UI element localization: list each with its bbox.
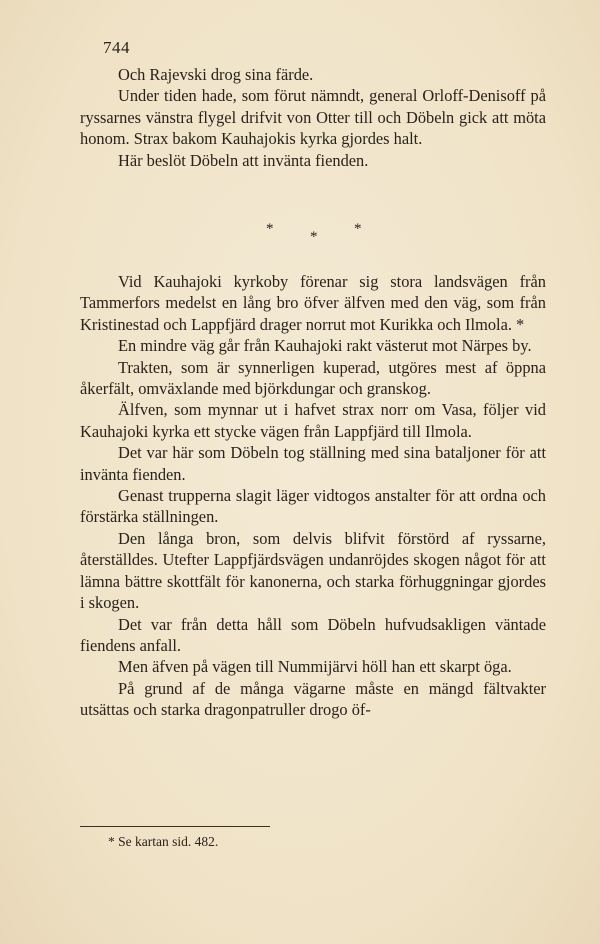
separator-star: * (310, 229, 318, 245)
paragraph: Men äfven på vägen till Nummijärvi höll han ett skarpt öga. (118, 657, 512, 677)
page-number: 744 (103, 38, 130, 57)
text-section-2 (80, 271, 546, 721)
separator-star: * (354, 221, 362, 237)
paragraph: Under tiden hade, som förut nämndt, general Orloff-Denisoff på ryssarnes vänstra flygel drifvit von Otter till och Döbeln gick att möta honom. Strax bakom Kauhajokis kyrka gjordes halt. (80, 86, 546, 149)
paragraph: Genast trupperna slagit läger vidtogos anstalter för att ordna och förstärka ställningen. (80, 486, 546, 527)
paragraph: Här beslöt Döbeln att invänta fienden. (118, 150, 369, 170)
paragraph: Den långa bron, som delvis blifvit förstörd af ryssarne, återställdes. Utefter Lappfjärdsvägen undanröjdes skogen något för att lämna bättre skottfält för kanonerna, och starka förhuggningar gjordes i skogen. (80, 528, 546, 613)
footnote-divider (80, 826, 270, 827)
footnote: * Se kartan sid. 482. (108, 834, 219, 849)
paragraph: Trakten, som är synnerligen kuperad, utgöres mest af öppna åkerfält, omväxlande med björkdungar och granskog. (80, 357, 546, 399)
paragraph: Vid Kauhajoki kyrkoby förenar sig stora landsvägen från Tammerfors medelst en lång bro öfver älfven med den väg, som från Kristinestad och Lappfjärd drager norrut mot Kurikka och Ilmola. * (80, 272, 546, 334)
paragraph: På grund af de många vägarne måste en mängd fältvakter utsättas och starka dragonpatruller drogo öf- (80, 678, 546, 720)
separator-star: * (266, 221, 274, 237)
paragraph: Det var från detta håll som Döbeln hufvudsakligen väntade fiendens anfall. (80, 614, 546, 655)
text-section-1 (80, 64, 546, 171)
paragraph: Älfven, som mynnar ut i hafvet strax norr om Vasa, följer vid Kauhajoki kyrka ett stycke vägen från Lappfjärd till Ilmola. (80, 400, 546, 441)
section-separator (260, 217, 380, 247)
paragraph: En mindre väg går från Kauhajoki rakt västerut mot Närpes by. (118, 336, 532, 356)
paragraph: Det var här som Döbeln tog ställning med sina bataljoner för att invänta fienden. (80, 443, 546, 484)
paragraph: Och Rajevski drog sina färde. (118, 65, 314, 84)
